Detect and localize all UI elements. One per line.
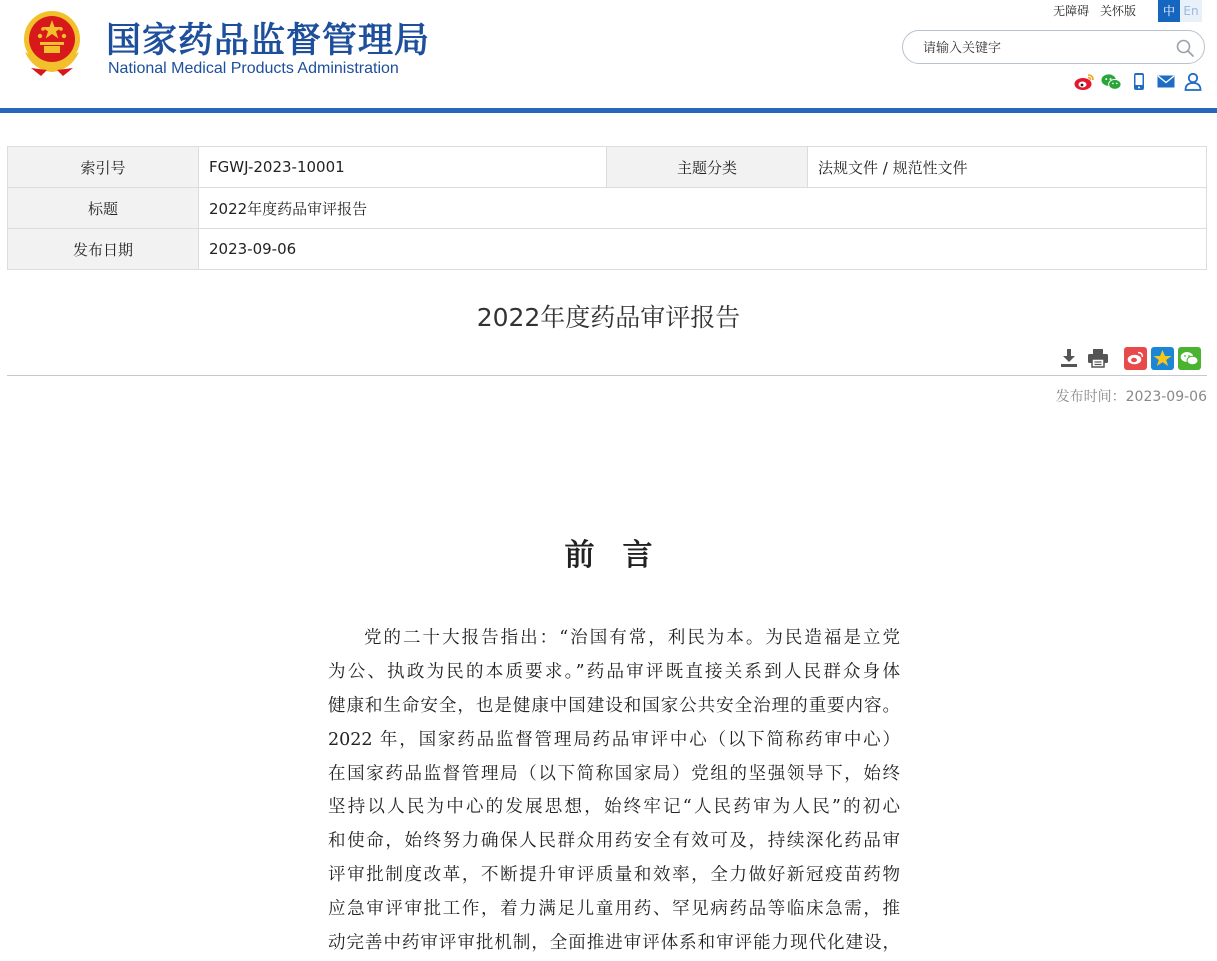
publish-time: 发布时间：2023-09-06 (1055, 389, 1207, 405)
preface-heading: 前言 (564, 538, 681, 573)
body-line: 坚持以人民为中心的发展思想，始终牢记“人民药审为人民”的初心 (328, 797, 900, 818)
body-line: 党的二十大报告指出：“治国有常，利民为本。为民造福是立党 (364, 628, 900, 648)
publish-date-value: 2023-09-06 (199, 229, 1207, 270)
mobile-icon[interactable] (1128, 71, 1149, 92)
body-line: 2022 年，国家药品监督管理局药品审评中心（以下简称药审中心） (328, 729, 900, 750)
title-value: 2022年度药品审评报告 (199, 188, 1207, 229)
search-box (902, 30, 1205, 64)
national-emblem-logo[interactable] (19, 8, 85, 78)
topic-category-value: 法规文件 / 规范性文件 (808, 147, 1207, 188)
table-row (8, 147, 1207, 188)
table-row (8, 229, 1207, 270)
body-line: 应急审评审批工作，着力满足儿童用药、罕见病药品等临床急需，推 (328, 899, 900, 920)
search-icon[interactable] (1175, 38, 1195, 58)
body-line: 评审批制度改革，不断提升审评质量和效率，全力做好新冠疫苗药物 (328, 865, 900, 886)
share-weibo-icon[interactable] (1124, 347, 1147, 370)
article-title: 2022年度药品审评报告 (476, 303, 741, 332)
body-line: 和使命，始终努力确保人民群众用药安全有效可及，持续深化药品审 (328, 831, 900, 852)
social-links (1074, 71, 1203, 92)
share-wechat-icon[interactable] (1178, 347, 1201, 370)
body-line: 在国家药品监督管理局（以下简称国家局）党组的坚强领导下，始终 (328, 763, 900, 784)
body-line: 动完善中药审评审批机制，全面推进审评体系和审评能力现代化建设， (328, 933, 900, 954)
article-divider (7, 375, 1207, 376)
body-line: 为公、执政为民的本质要求。”药品审评既直接关系到人民群众身体 (328, 661, 900, 682)
site-header (0, 0, 1217, 110)
table-row (8, 188, 1207, 229)
top-links (1046, 2, 1136, 19)
body-line: 健康和生命安全，也是健康中国建设和国家公共安全治理的重要内容。 (328, 695, 900, 716)
brand-name-english[interactable]: National Medical Products Administration (108, 60, 399, 77)
weibo-icon[interactable] (1074, 71, 1095, 92)
lang-english-button[interactable]: En (1180, 0, 1202, 22)
index-number-value: FGWJ-2023-10001 (199, 147, 607, 188)
header-divider (0, 108, 1217, 113)
language-switcher (1158, 0, 1202, 22)
article-toolbar (1057, 346, 1201, 370)
print-icon[interactable] (1086, 346, 1110, 370)
topic-category-label: 主题分类 (607, 147, 808, 188)
title-label: 标题 (8, 188, 199, 229)
wechat-icon[interactable] (1101, 71, 1122, 92)
user-icon[interactable] (1182, 71, 1203, 92)
mail-icon[interactable] (1155, 71, 1176, 92)
accessibility-link[interactable]: 无障碍 (1053, 4, 1090, 18)
lang-chinese-button[interactable]: 中 (1158, 0, 1180, 22)
document-info-table (7, 146, 1207, 270)
brand-name-chinese[interactable]: 国家药品监督管理局 (106, 21, 431, 61)
index-number-label: 索引号 (8, 147, 199, 188)
download-icon[interactable] (1057, 346, 1081, 370)
search-input[interactable] (921, 37, 1165, 59)
article-body (328, 622, 900, 961)
publish-date-label: 发布日期 (8, 229, 199, 270)
share-qzone-icon[interactable] (1151, 347, 1174, 370)
elderly-mode-link[interactable]: 关怀版 (1099, 4, 1136, 18)
